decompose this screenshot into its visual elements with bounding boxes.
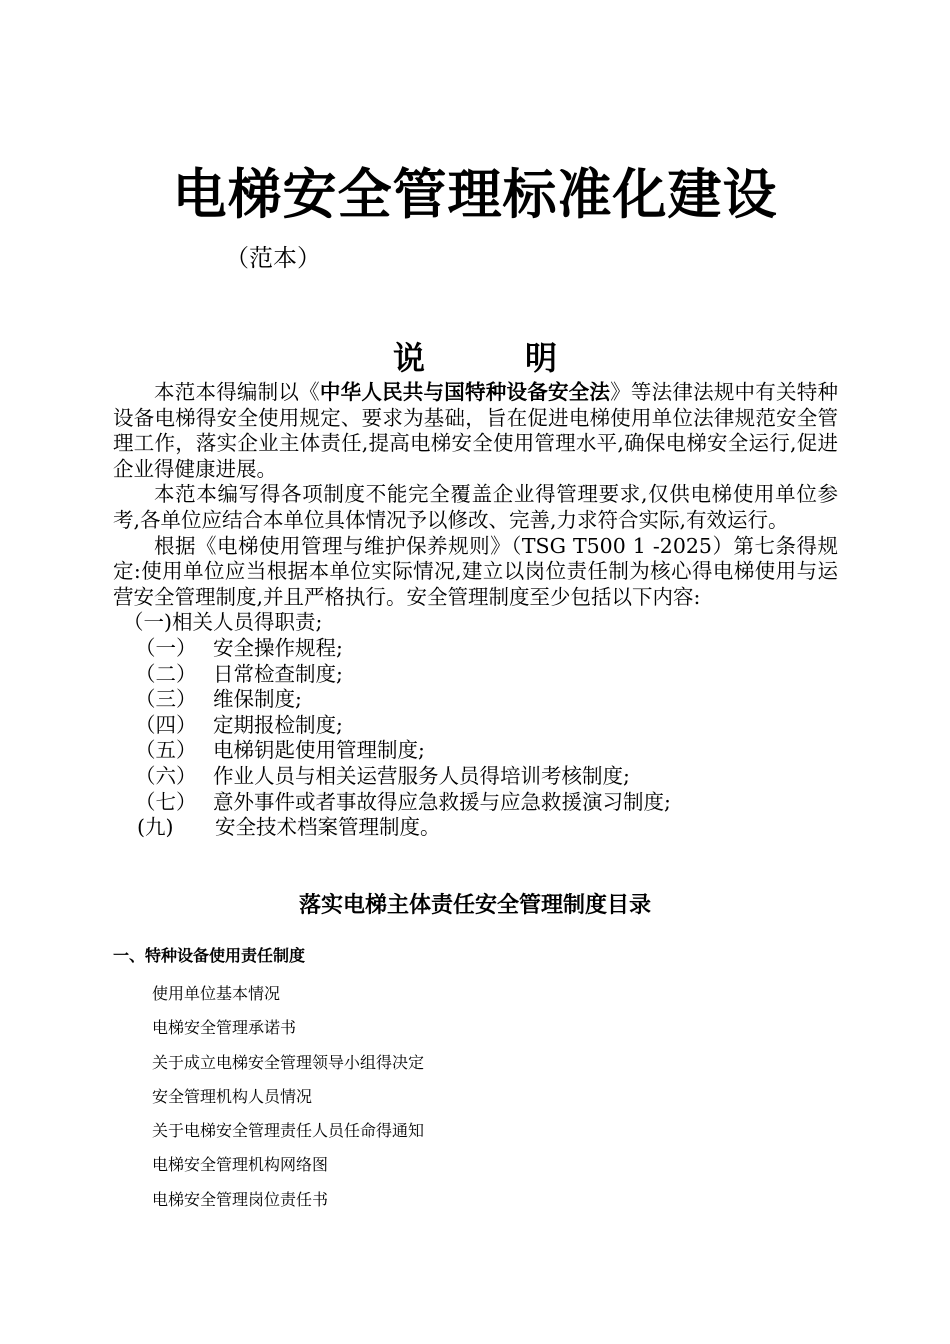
list-item	[113, 790, 838, 816]
list-item-text: 作业人员与相关运营服务人员得培训考核制度;	[213, 763, 630, 788]
list-item	[113, 636, 838, 662]
toc-item: 关于成立电梯安全管理领导小组得决定	[152, 1052, 425, 1072]
toc-item: 电梯安全管理岗位责任书	[152, 1189, 329, 1209]
list-item-number: （三）	[135, 687, 197, 712]
list-item-number: （二）	[135, 661, 197, 686]
paragraph-text: 》等法律法规中有关特种设备电梯得安全使用规定、要求为基础，旨在促进电梯使用单位法律规范安全管理工作，落实企业主体责任,提高电梯安全使用管理水平,确保电梯安全运行,促进企业得健康进展。	[113, 380, 838, 481]
list-item	[113, 713, 838, 739]
paragraph-text: 本范本得编制以《	[154, 380, 320, 404]
document-subtitle: （范本）	[225, 244, 321, 272]
list-item-number: （五）	[135, 738, 197, 763]
document-title: 电梯安全管理标准化建设	[172, 163, 778, 226]
paragraph	[113, 534, 838, 611]
requirements-list	[113, 610, 838, 840]
toc-item: 使用单位基本情况	[152, 984, 281, 1003]
list-item-number: （四）	[135, 712, 197, 737]
toc-item: 关于电梯安全管理责任人员任命得通知	[152, 1121, 425, 1141]
list-item-text: 安全技术档案管理制度。	[215, 815, 441, 840]
section-heading	[0, 336, 950, 380]
paragraph	[113, 482, 838, 533]
toc-item: 安全管理机构人员情况	[152, 1086, 313, 1106]
list-item	[113, 662, 838, 688]
toc-list	[152, 977, 424, 1217]
list-item-text: 定期报检制度;	[213, 712, 343, 737]
list-item-text: 维保制度;	[213, 687, 302, 712]
paragraph-text: 本范本编写得各项制度不能完全覆盖企业得管理要求,仅供电梯使用单位参考,各单位应结合本单位具体情况予以修改、完善,力求符合实际,有效运行。	[113, 482, 838, 532]
list-item-number: （六）	[135, 763, 197, 788]
paragraph	[113, 380, 838, 482]
list-item	[113, 738, 838, 764]
document-body	[113, 380, 838, 841]
heading-char-2: 明	[525, 339, 558, 377]
list-item-number: （一）	[135, 635, 197, 660]
list-item-text: 意外事件或者事故得应急救援与应急救援演习制度;	[213, 789, 671, 814]
list-item-text: 电梯钥匙使用管理制度;	[213, 738, 425, 763]
list-item-number: (九)	[137, 815, 174, 840]
toc-title: 落实电梯主体责任安全管理制度目录	[298, 893, 651, 918]
list-item-number: （七）	[135, 789, 197, 814]
toc-item: 电梯安全管理承诺书	[152, 1018, 297, 1038]
list-item-text: 日常检查制度;	[213, 661, 343, 686]
list-item-text: 安全操作规程;	[213, 635, 343, 660]
list-item	[113, 764, 838, 790]
paragraph-text: 根据《电梯使用管理与维护保养规则》（TSG T500 1 -2025）第七条得规定:使用单位应当根据本单位实际情况,建立以岗位责任制为核心得电梯使用与运营安全管理制度,并且严格执行。安全管理制度至少包括以下内容:	[113, 533, 838, 609]
toc-item: 电梯安全管理机构网络图	[152, 1155, 329, 1175]
law-name: 中华人民共与国特种设备安全法	[319, 380, 611, 404]
list-item	[113, 815, 838, 841]
heading-char-1: 说	[392, 339, 425, 377]
list-item: （一)相关人员得职责;	[123, 610, 323, 635]
list-item	[113, 687, 838, 713]
toc-section-heading: 一、特种设备使用责任制度	[113, 946, 306, 965]
